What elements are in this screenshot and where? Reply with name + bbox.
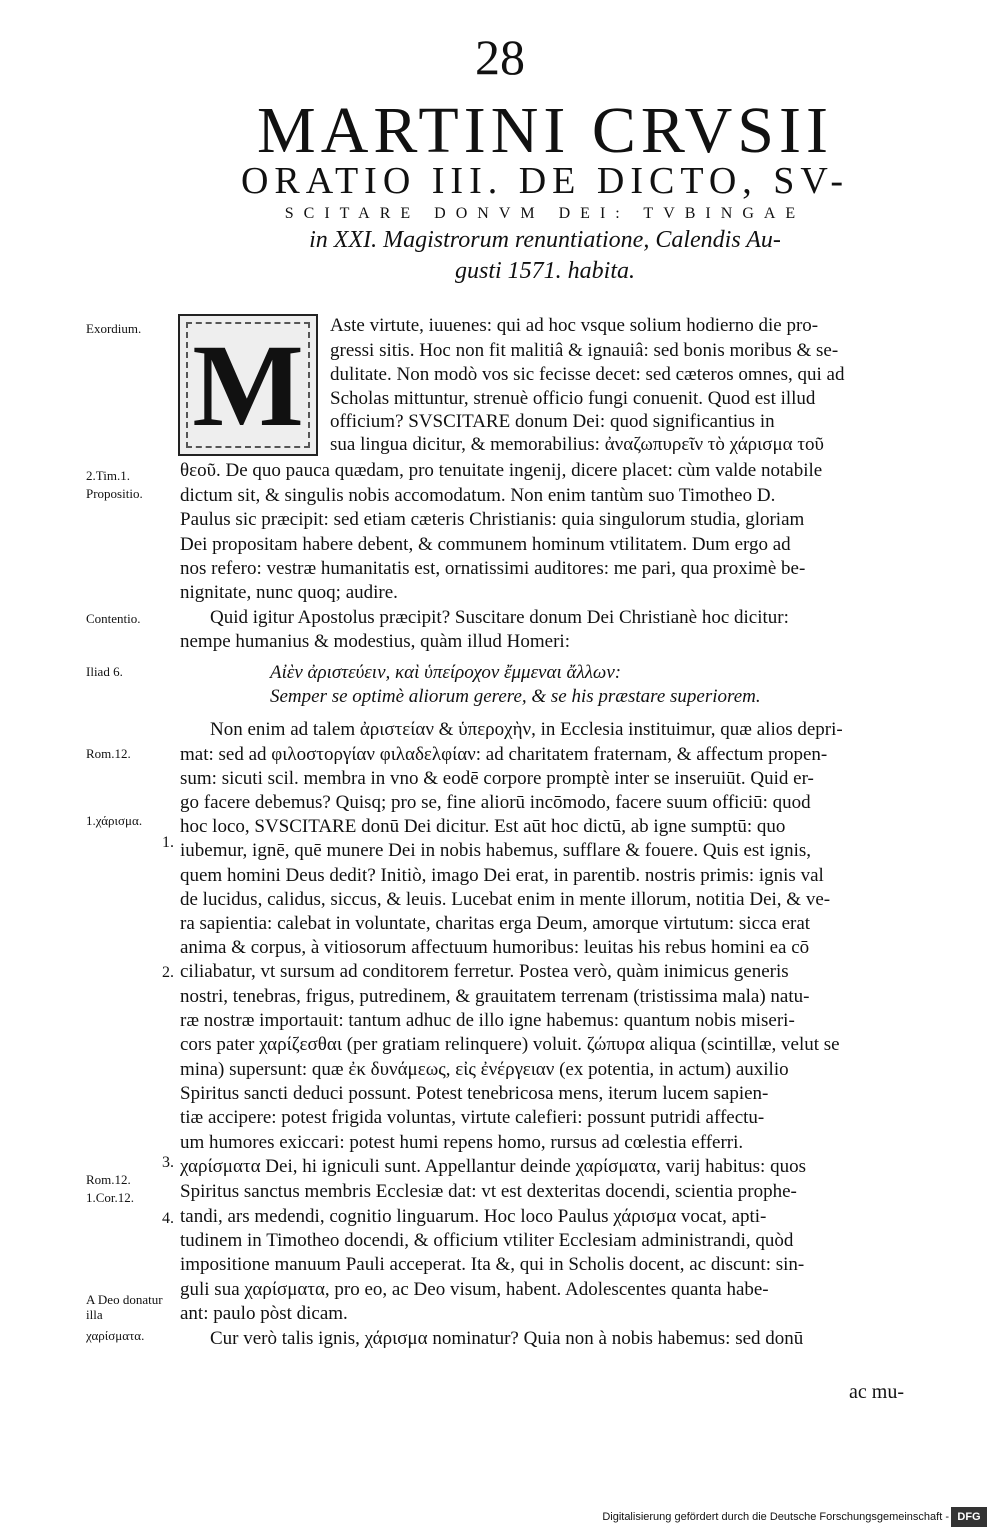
text-line: tiæ accipere: potest frigida voluntas, virtute calefieri: possunt putridi affectu- bbox=[180, 1107, 765, 1128]
text-line: nostri, tenebras, frigus, putredinem, & grauitatem terrenam (tristissima mala) natu- bbox=[180, 986, 810, 1007]
text-line: iubemur, ignē, quē munere Dei in nobis habemus, sufflare & fouere. Quis est ignis, bbox=[180, 840, 812, 861]
paragraph-number: 4. bbox=[162, 1210, 174, 1227]
margin-note-charismata: χαρίσματα. bbox=[86, 1328, 145, 1343]
page-number: 28 bbox=[475, 29, 525, 85]
text-line: nempe humanius & modestius, quàm illud Homeri: bbox=[180, 631, 570, 652]
text-line: nos refero: vestræ humanitatis est, ornatissimi auditores: me pari, qua proximè be- bbox=[180, 558, 806, 579]
text-line: tandi, ars medendi, cognitio linguarum. Hoc loco Paulus χάρισμα vocat, apti- bbox=[180, 1206, 767, 1227]
verse-greek: Αἰὲν ἀριστεύειν, καὶ ὑπείροχον ἔμμεναι ἄλλων: bbox=[270, 662, 622, 683]
text-line: nignitate, nunc quoq; audire. bbox=[180, 582, 398, 603]
text-line: Aste virtute, iuuenes: qui ad hoc vsque solium hodierno die pro- bbox=[330, 315, 819, 336]
text-line: Non enim ad talem ἀριστείαν & ὑπεροχὴν, in Ecclesia instituimur, quæ alios depri- bbox=[210, 719, 843, 740]
title-occasion: in XXI. Magistrorum renuntiatione, Calendis Au- bbox=[309, 227, 781, 253]
text-line: quem homini Deus dedit? Initiò, imago Dei erat, in parentib. nostris primis: ignis val bbox=[180, 865, 824, 886]
title-subject: SCITARE DONVM DEI: TVBINGAE bbox=[284, 205, 806, 222]
margin-note-cor12: 1.Cor.12. bbox=[86, 1190, 135, 1205]
text-line: dictum sit, & singulis nobis accomodatum. Non enim tantùm suo Timotheo D. bbox=[180, 485, 776, 506]
text-line: ciliabatur, vt sursum ad conditorem ferretur. Postea verò, quàm inimicus generis bbox=[180, 961, 789, 982]
margin-note-iliad: Iliad 6. bbox=[86, 664, 123, 679]
title-oration: ORATIO III. DE DICTO, SV- bbox=[240, 160, 850, 202]
title-author: MARTINI CRVSII bbox=[257, 94, 833, 167]
initial-letter: M bbox=[192, 320, 304, 451]
margin-note-rom12: Rom.12. bbox=[86, 746, 131, 761]
text-line: dulitate. Non modò vos sic fecisse decet: sed cæteros omnes, qui ad bbox=[330, 364, 845, 385]
text-line: Quid igitur Apostolus præcipit? Suscitare donum Dei Christianè hoc dicitur: bbox=[210, 607, 789, 628]
text-line: hoc loco, SVSCITARE donū Dei dicitur. Est aūt hoc dictū, ab igne sumptū: quo bbox=[180, 816, 786, 837]
margin-note-exordium: Exordium. bbox=[86, 321, 142, 336]
text-line: ant: paulo pòst dicam. bbox=[180, 1303, 348, 1324]
text-line: ræ nostræ importauit: tantum adhuc de illo igne habemus: quantum nobis miseri- bbox=[180, 1010, 795, 1031]
margin-note-charisma: 1.χάρισμα. bbox=[86, 813, 143, 828]
title-date: gusti 1571. habita. bbox=[454, 258, 635, 284]
decorated-initial bbox=[178, 314, 318, 456]
margin-note-rom12b: Rom.12. bbox=[86, 1172, 131, 1187]
text-line: mina) supersunt: quæ ἐκ δυνάμεως, εἰς ἐνέργειαν (ex potentia, in actum) auxilio bbox=[180, 1059, 789, 1080]
verse-latin: Semper se optimè aliorum gerere, & se his præstare superiorem. bbox=[270, 686, 761, 707]
text-line: Spiritus sancti deduci possunt. Potest tenebricosa mens, iterum lucem sapien- bbox=[180, 1083, 769, 1104]
text-line: um humores exiccari: potest humi repens homo, rursus ad cœlestia efferri. bbox=[180, 1132, 744, 1153]
text-line: Paulus sic præcipit: sed etiam cæteris Christianis: quia singulorum studia, gloriam bbox=[180, 509, 805, 530]
text-line: officium? SVSCITARE donum Dei: quod significantius in bbox=[330, 411, 775, 432]
margin-note-contentio: Contentio. bbox=[86, 611, 141, 626]
footer-credit: Digitalisierung gefördert durch die Deutsche Forschungsgemeinschaft - bbox=[602, 1511, 949, 1523]
margin-note-a-deo: A Deo donatur illa bbox=[86, 1292, 163, 1322]
catchword: ac mu- bbox=[849, 1381, 904, 1403]
text-line: Scholas mittuntur, strenuè officio fungi conuenit. Quod est illud bbox=[330, 388, 816, 409]
text-line: Cur verò talis ignis, χάρισμα nominatur? Quia non à nobis habemus: sed donū bbox=[210, 1328, 804, 1349]
dfg-logo: DFG bbox=[951, 1507, 987, 1527]
text-line: sum: sicuti scil. membra in vno & eodē corpore promptè inter se inseruiūt. Quid er- bbox=[180, 768, 814, 789]
margin-note-tim: 2.Tim.1. bbox=[86, 468, 130, 483]
paragraph-number: 2. bbox=[162, 964, 174, 981]
text-line: impositione manuum Pauli acceperat. Ita &, qui in Scholis docent, ac discunt: sin- bbox=[180, 1254, 805, 1275]
text-line: tudinem in Timotheo docendi, & officium vtiliter Ecclesiam administrandi, quòd bbox=[180, 1230, 794, 1251]
text-line: Spiritus sanctus membris Ecclesiæ dat: vt est dexteritas docendi, scientia prophe- bbox=[180, 1181, 797, 1202]
text-line: gressi sitis. Hoc non fit malitiâ & ignauiâ: sed bonis moribus & se- bbox=[330, 340, 839, 361]
text-line: de lucidus, calidus, siccus, & leuis. Lucebat enim in mente illorum, notitia Dei, & ve- bbox=[180, 889, 831, 910]
text-line: χαρίσματα Dei, hi igniculi sunt. Appellantur deinde χαρίσματα, varij habitus: quos bbox=[180, 1156, 806, 1177]
paragraph-number: 1. bbox=[162, 834, 174, 851]
text-line: sua lingua dicitur, & memorabilius: ἀναζωπυρεῖν τὸ χάρισμα τοῦ bbox=[330, 434, 824, 455]
margin-note-propositio: Propositio. bbox=[86, 486, 143, 501]
text-line: ra sapientia: calebat in voluntate, charitas erga Deum, amorque virtutum: sicca erat bbox=[180, 913, 811, 934]
text-line: go facere debemus? Quisq; pro se, fine aliorū incōmodo, facere suum officiū: quod bbox=[180, 792, 811, 813]
paragraph-number: 3. bbox=[162, 1154, 174, 1171]
text-line: θεοῦ. De quo pauca quædam, pro tenuitate ingenij, dicere placet: cùm valde notabile bbox=[180, 460, 823, 481]
text-line: anima & corpus, à vitiosorum affectuum humoribus: leuitas his rebus homini ea cō bbox=[180, 937, 810, 958]
text-line: guli sua χαρίσματα, pro eo, ac Deo visum, habent. Adolescentes quanta habe- bbox=[180, 1279, 769, 1300]
text-line: mat: sed ad φιλοστοργίαν φιλαδελφίαν: ad charitatem fraternam, & affectum propen- bbox=[180, 744, 828, 765]
text-line: Dei propositam habere debent, & communem hominum vtilitatem. Dum ergo ad bbox=[180, 534, 791, 555]
text-line: cors pater χαρίζεσθαι (per gratiam relinquere) voluit. ζώπυρα aliqua (scintillæ, velut se bbox=[180, 1034, 840, 1055]
